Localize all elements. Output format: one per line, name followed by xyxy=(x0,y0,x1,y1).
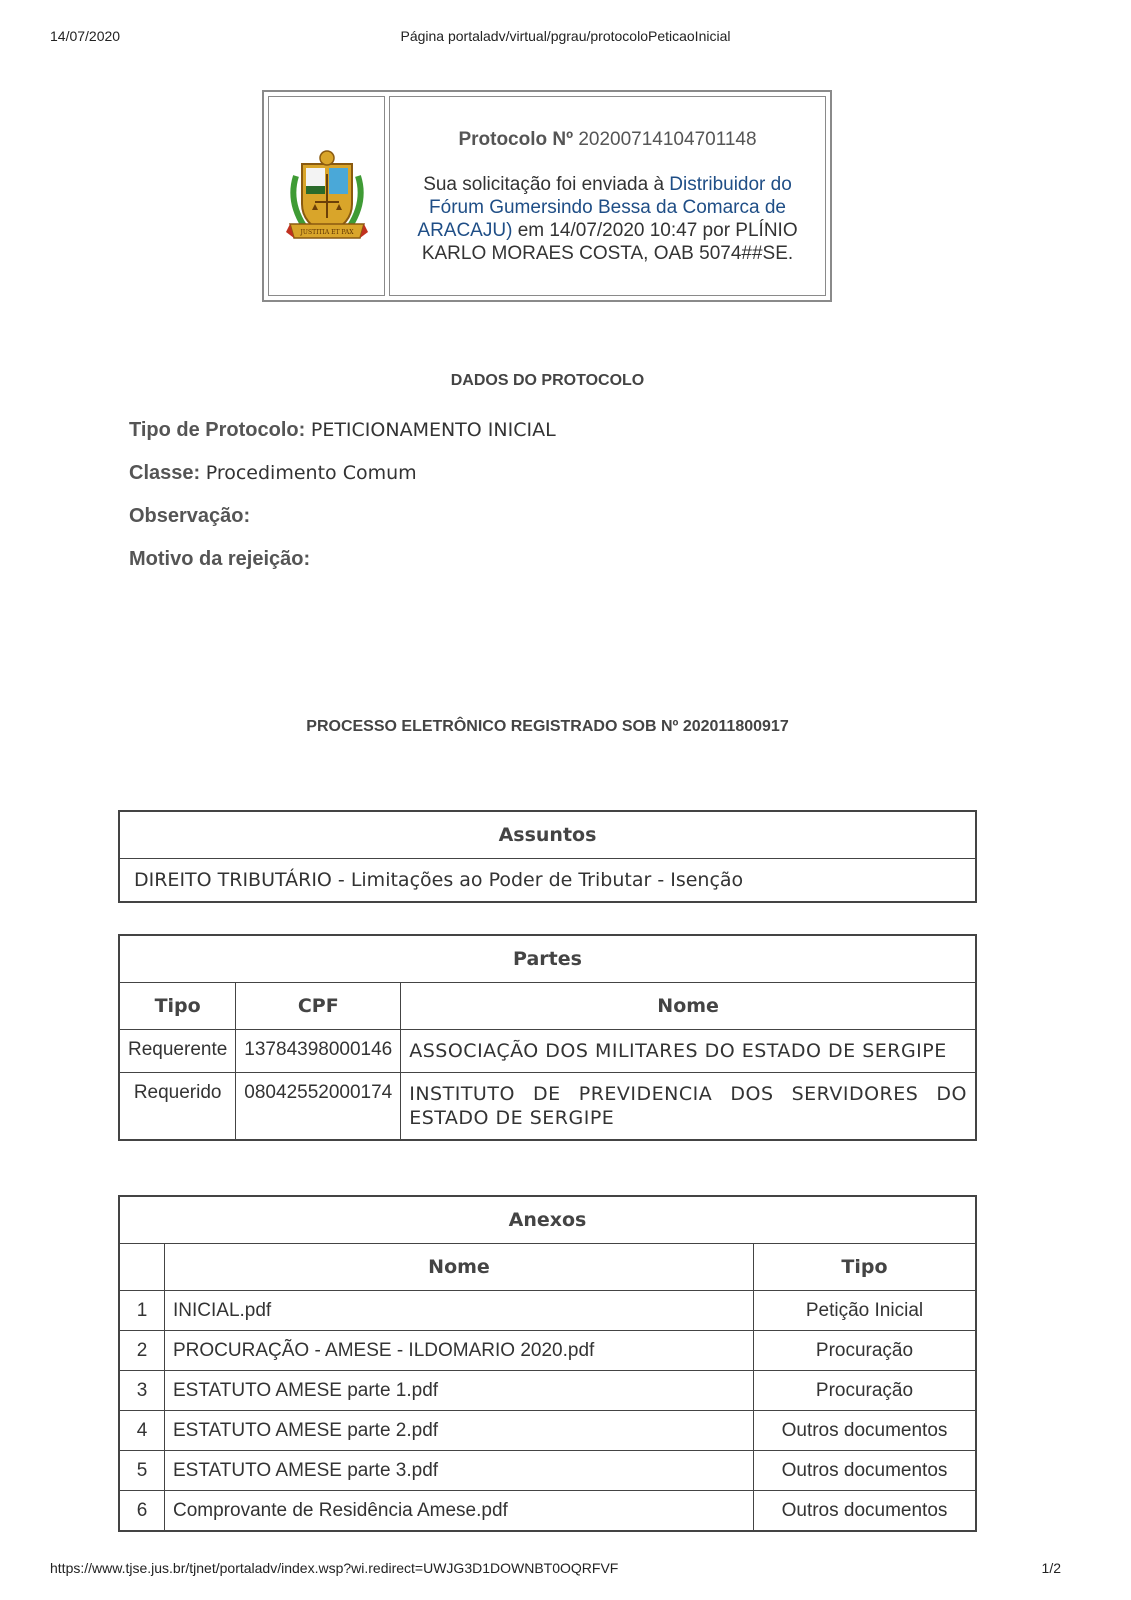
partes-header-cpf: CPF xyxy=(236,983,401,1030)
protocol-message xyxy=(400,173,815,265)
tipo-protocolo-row xyxy=(129,418,556,461)
assuntos-caption: Assuntos xyxy=(119,811,976,859)
protocol-msg-prefix: Sua solicitação foi enviada à xyxy=(423,173,665,195)
partes-caption: Partes xyxy=(119,935,976,983)
assunto-value: DIREITO TRIBUTÁRIO - Limitações ao Poder de Tributar - Isenção xyxy=(119,859,976,903)
assuntos-table xyxy=(118,810,977,903)
anexos-table xyxy=(118,1195,977,1532)
anexo-tipo: Outros documentos xyxy=(754,1451,977,1491)
table-row xyxy=(119,1411,976,1451)
anexo-link[interactable]: INICIAL.pdf xyxy=(165,1291,754,1331)
parte-tipo: Requerente xyxy=(119,1030,236,1073)
classe-row xyxy=(129,461,556,504)
anexos-header-index xyxy=(119,1244,165,1291)
print-url: https://www.tjse.jus.br/tjnet/portaladv/index.wsp?wi.redirect=UWJG3D1DOWNBT0OQRFVF xyxy=(50,1560,619,1576)
anexo-index: 3 xyxy=(119,1371,165,1411)
table-row xyxy=(119,1073,976,1141)
anexo-index: 5 xyxy=(119,1451,165,1491)
anexo-link[interactable]: PROCURAÇÃO - AMESE - ILDOMARIO 2020.pdf xyxy=(165,1331,754,1371)
dados-list xyxy=(129,418,556,590)
anexo-tipo: Petição Inicial xyxy=(754,1291,977,1331)
protocol-box xyxy=(262,90,832,302)
protocol-text-cell xyxy=(389,96,826,296)
classe-label: Classe: xyxy=(129,462,201,484)
table-row xyxy=(119,1291,976,1331)
anexo-tipo: Procuração xyxy=(754,1371,977,1411)
table-row xyxy=(119,1371,976,1411)
anexo-index: 2 xyxy=(119,1331,165,1371)
anexo-link[interactable]: ESTATUTO AMESE parte 2.pdf xyxy=(165,1411,754,1451)
motivo-row xyxy=(129,547,556,590)
parte-cpf: 08042552000174 xyxy=(236,1073,401,1141)
anexo-link[interactable]: ESTATUTO AMESE parte 3.pdf xyxy=(165,1451,754,1491)
anexo-link[interactable]: ESTATUTO AMESE parte 1.pdf xyxy=(165,1371,754,1411)
protocol-destination-link[interactable]: Distribuidor do Fórum Gumersindo Bessa da Comarca de ARACAJU) xyxy=(417,173,792,241)
print-date: 14/07/2020 xyxy=(50,28,121,44)
parte-cpf: 13784398000146 xyxy=(236,1030,401,1073)
court-seal-icon xyxy=(286,146,368,246)
anexos-header-nome: Nome xyxy=(165,1244,754,1291)
print-page-number: 1/2 xyxy=(1041,1560,1061,1576)
anexo-index: 4 xyxy=(119,1411,165,1451)
table-row xyxy=(119,1331,976,1371)
anexo-link[interactable]: Comprovante de Residência Amese.pdf xyxy=(165,1491,754,1532)
tipo-value: PETICIONAMENTO INICIAL xyxy=(310,419,556,441)
anexo-tipo: Outros documentos xyxy=(754,1491,977,1532)
observacao-row xyxy=(129,504,556,547)
protocol-label: Protocolo Nº xyxy=(458,128,574,150)
motivo-label: Motivo da rejeição: xyxy=(129,548,311,570)
anexo-tipo: Outros documentos xyxy=(754,1411,977,1451)
partes-table xyxy=(118,934,977,1141)
protocol-title xyxy=(458,128,756,151)
anexos-header-tipo: Tipo xyxy=(754,1244,977,1291)
svg-text:JUSTITIA ET PAX: JUSTITIA ET PAX xyxy=(300,229,353,236)
table-row xyxy=(119,1451,976,1491)
parte-nome: ASSOCIAÇÃO DOS MILITARES DO ESTADO DE SERGIPE xyxy=(401,1030,976,1073)
classe-value: Procedimento Comum xyxy=(205,462,417,484)
tipo-label: Tipo de Protocolo: xyxy=(129,419,306,441)
logo-cell xyxy=(268,96,385,296)
anexo-tipo: Procuração xyxy=(754,1331,977,1371)
anexos-caption: Anexos xyxy=(119,1196,976,1244)
protocol-number: 20200714104701148 xyxy=(578,128,757,150)
partes-header-nome: Nome xyxy=(401,983,976,1030)
print-page-title: Página portaladv/virtual/pgrau/protocoloPeticaoInicial xyxy=(400,28,731,44)
anexo-index: 6 xyxy=(119,1491,165,1532)
processo-title: PROCESSO ELETRÔNICO REGISTRADO SOB Nº 202011800917 xyxy=(306,718,789,735)
protocol-msg-suffix: em 14/07/2020 10:47 por PLÍNIO KARLO MORAES COSTA, OAB 5074##SE. xyxy=(421,219,798,264)
table-row xyxy=(119,1030,976,1073)
observacao-label: Observação: xyxy=(129,505,251,527)
anexo-index: 1 xyxy=(119,1291,165,1331)
parte-tipo: Requerido xyxy=(119,1073,236,1141)
partes-header-tipo: Tipo xyxy=(119,983,236,1030)
dados-title: DADOS DO PROTOCOLO xyxy=(450,372,645,389)
table-row xyxy=(119,1491,976,1532)
parte-nome: INSTITUTO DE PREVIDENCIA DOS SERVIDORES DO ESTADO DE SERGIPE xyxy=(401,1073,976,1141)
